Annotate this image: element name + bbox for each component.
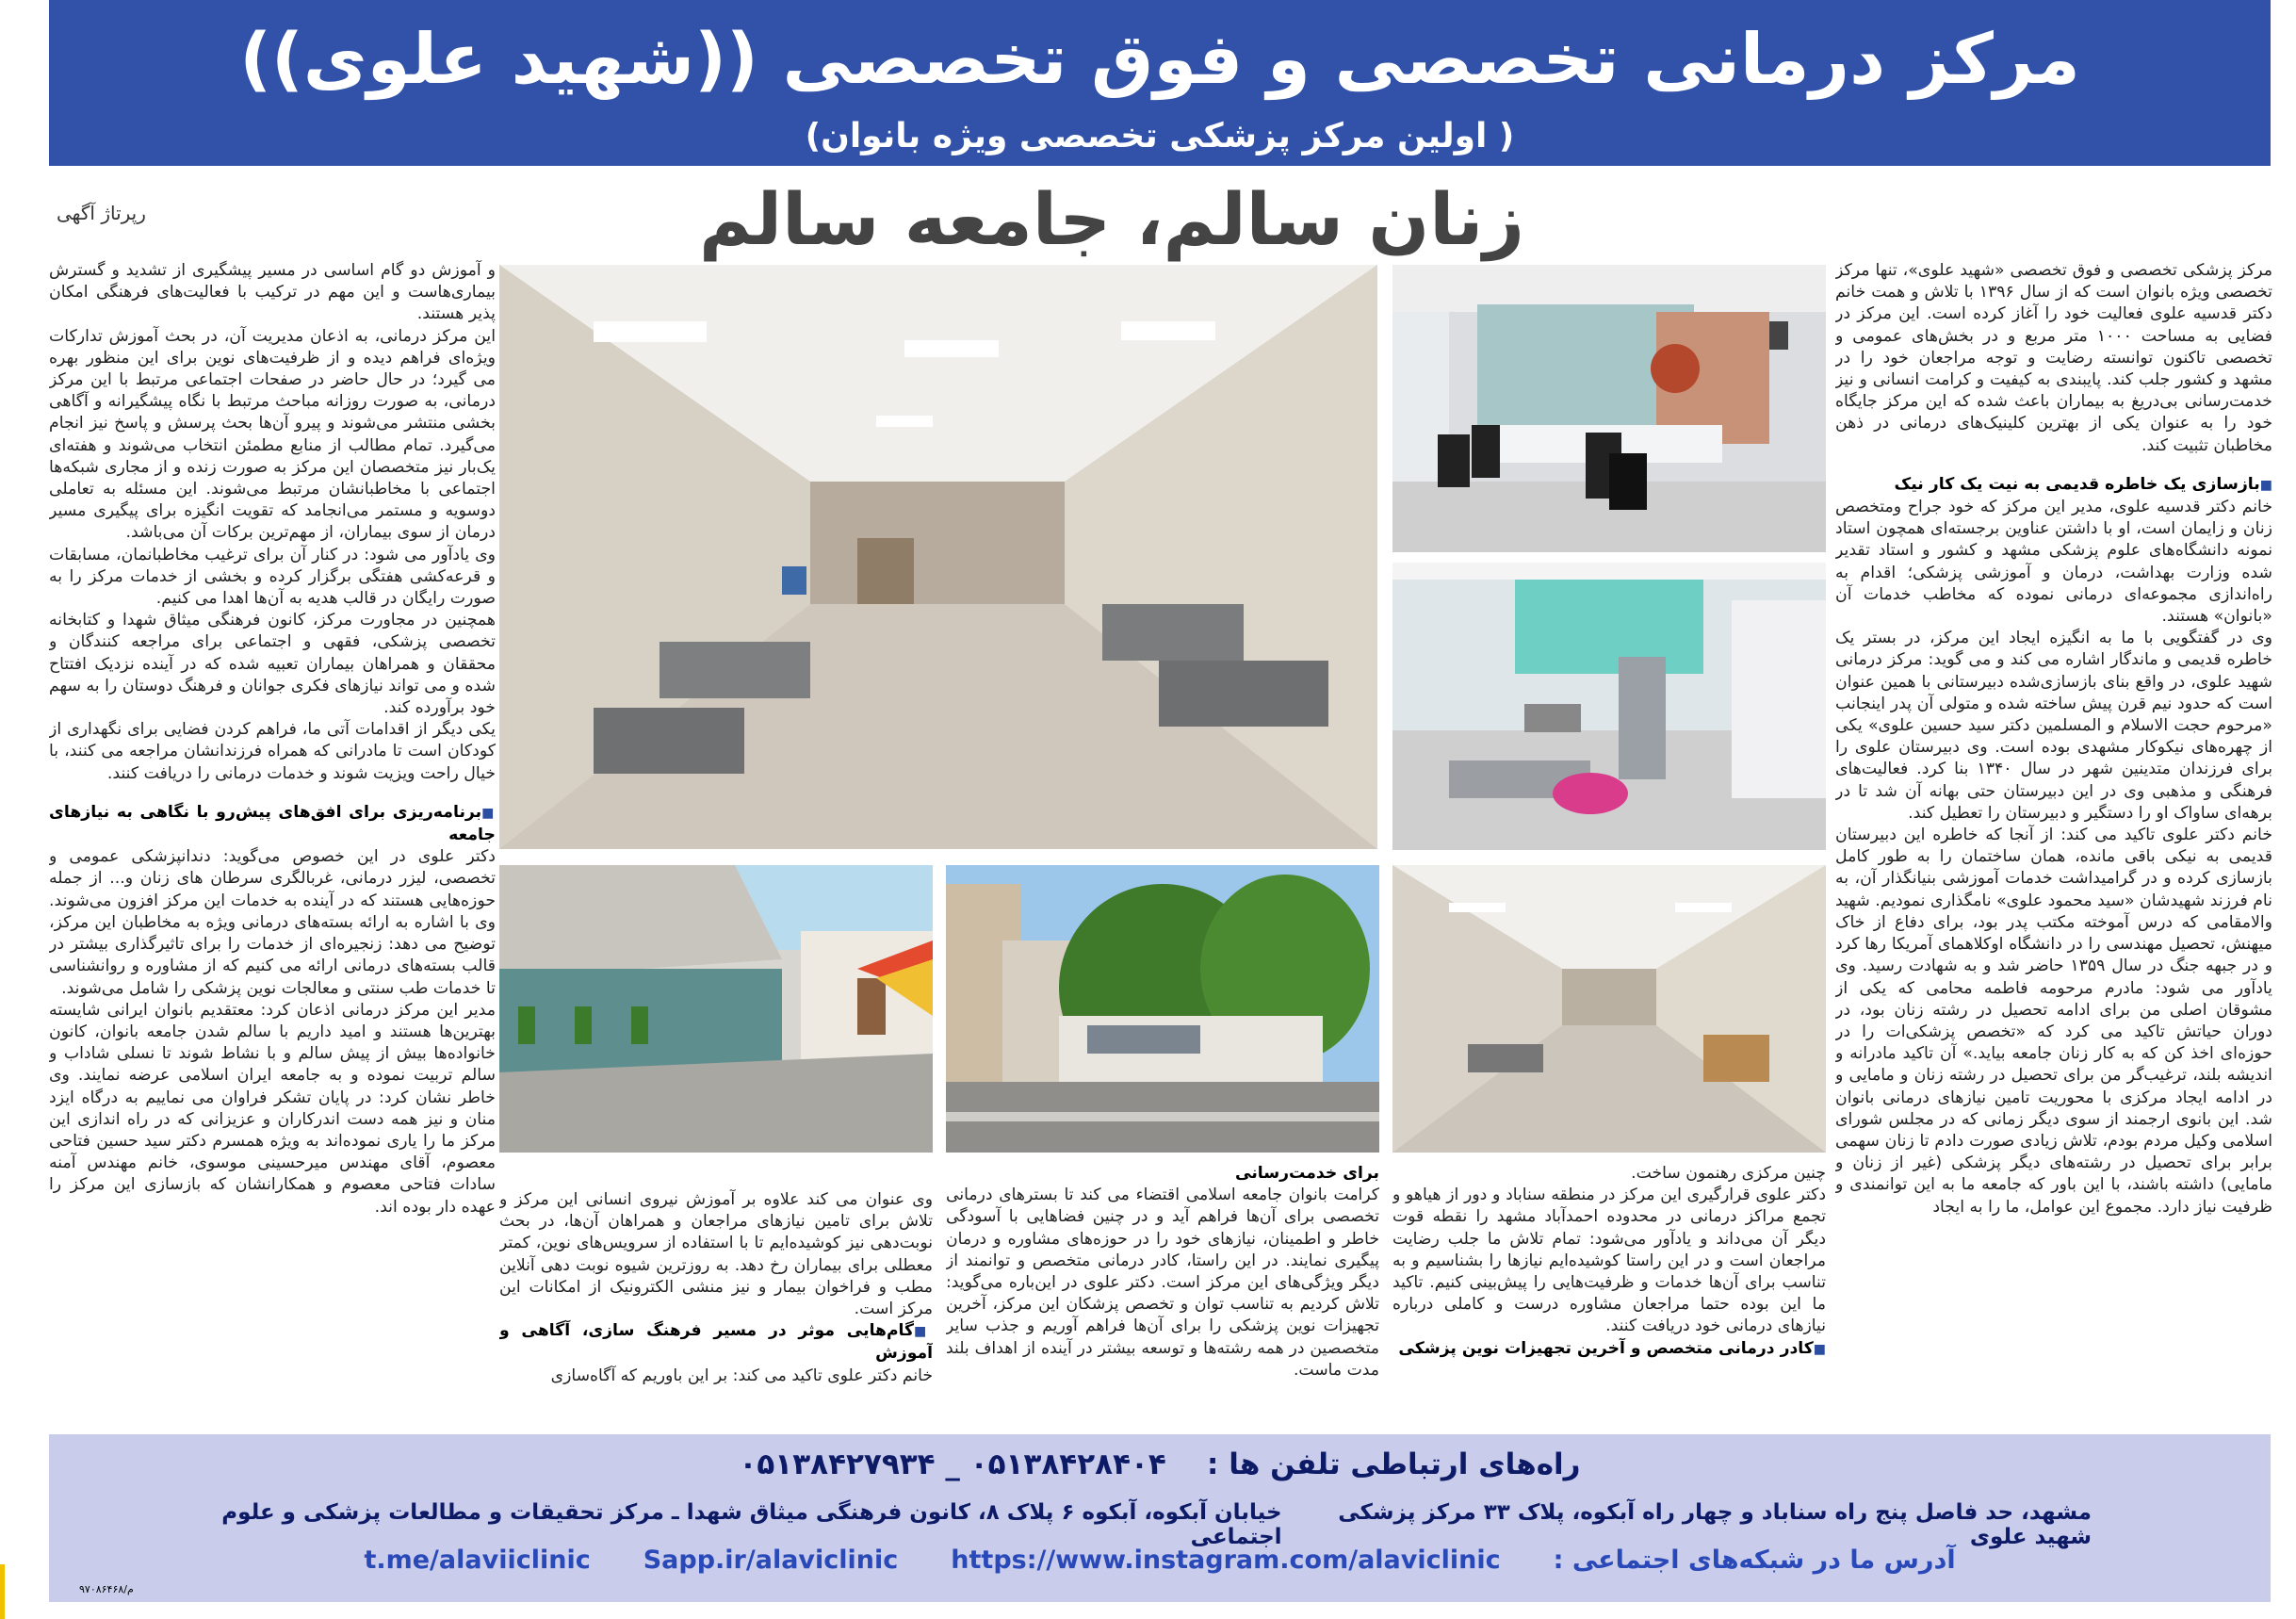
telegram-link[interactable]: t.me/alaviiclinic [364,1545,591,1575]
corridor-large-photo [499,265,1377,849]
instagram-link[interactable]: https://www.instagram.com/alaviclinic [951,1545,1501,1575]
paragraph: دکتر علوی در این خصوص می‌گوید: دندانپزشکی عمومی و تخصصی، لیزر درمانی، غربالگری سرطان های زنان و... از جمله حوزه‌هایی هستند که در آینده به خدمات این مرکز افزون می‌شوند. وی با اشاره به ارائه بسته‌های درمانی ویژه به مخاطبان این مرکز، توضیح می دهد: زنجیره‌ای از خدمات را برای تاثیرگذاری بیشتر در قالب بسته‌های درمانی ارائه می کنیم که از مشاوره و روانشناسی تا خدمات طب سنتی و معالجات نوین پزشکی را شامل می‌شوند. [49,847,496,998]
section-heading: ■ کادر درمانی متخصص و آخرین تجهیزات نوین پزشکی [1392,1338,1826,1361]
paragraph: همچنین در مجاورت مرکز، کانون فرهنگی میثاق شهدا و کتابخانه تخصصی پزشکی، فقهی و اجتماعی برای مراجعه کنندگان و محققان و همراهان بیماران تعبیه شده که در آینده نزدیک افتتاح شده و می تواند نیازهای فکری جوانان و فرهنگ دوستان را به سهم خود برآورده کند. [49,611,496,718]
caption-column-2 [946,1163,1379,1431]
paragraph: وی در گفتگویی با ما به انگیزه ایجاد این مرکز، در بستر یک خاطره قدیمی و ماندگار اشاره می کند و می گوید: مرکز درمانی شهید علوی، در واقع بنای بازسازی‌شده دبیرستانی با همین عنوان است که حدود نیم قرن پیش ساخته شده و متولی آن پدر اینجانب «مرحوم حجت الاسلام و المسلمین دکتر سید حسین علوی» یکی از چهره‌های نیکوکار مشهدی بوده است. وی دبیرستان علوی را برای فرزندان متدینین شهر در سال ۱۳۴۰ بنا کرد. فعالیت‌های فرهنگی و مذهبی وی در این دبیرستان حتی بهانه آن شد تا در برهه‌ای ساواک او را دستگیر و دبیرستان را تعطیل کند. [1835,629,2272,823]
paragraph: وی عنوان می کند علاوه بر آموزش نیروی انسانی این مرکز و تلاش برای تامین نیازهای مراجعان و همراهان آن‌ها، در بحث نوبت‌دهی نیز کوشیده‌ایم تا با استفاده از سرویس‌های نوین، کمتر معطلی برای بیماران رخ دهد. به روزترین شیوه نوبت دهی آنلاین مطب و فراخوان بیمار و نیز منشی الکترونیک از امکانات این مرکز است. [499,1190,933,1319]
corridor-small-photo [1392,865,1826,1153]
address-row [219,1500,2092,1549]
clinic-address: مشهد، حد فاصل پنج راه سناباد و چهار راه آبکوه، پلاک ۳۳ مرکز پزشکی شهید علوی [1338,1500,2092,1549]
courtyard-photo [499,865,933,1153]
social-row [49,1545,2271,1575]
page-edge-mark [0,1564,5,1619]
paragraph: و آموزش دو گام اساسی در مسیر پیشگیری از تشدید و گسترش بیماری‌هاست و این مهم در ترکیب با فعالیت‌های فرهنگی امکان پذیر هستند. [49,261,496,324]
social-label: آدرس ما در شبکه‌های اجتماعی : [1553,1545,1956,1575]
section-heading: برای خدمت‌رسانی [1234,1164,1379,1183]
paragraph: خانم دکتر قدسیه علوی، مدیر این مرکز که خود جراح ومتخصص زنان و زایمان است، او با داشتن عناوین برجسته‌ای همچون استاد نمونه دانشگاه‌های علوم پزشکی مشهد و کشور و استاد تقدیر شده وزارت بهداشت، درمان و آموزشی پزشکی؛ اقدام به راه‌اندازی مجموعه‌ای درمانی نموده که مخاطب خدمات آن «بانوان» هستند. [1835,498,2272,627]
paragraph: دکتر علوی قرارگیری این مرکز در منطقه سناباد و دور از هیاهو و تجمع مراکز درمانی در محدوده احمدآباد مشهد را نقطه قوت دیگر آن می‌داند و یادآور می‌شود: تمام تلاش ما جلب رضایت مراجعان است و در این راستا کوشیده‌ایم نیازها را بشناسیم و به تناسب برای آن‌ها خدمات و ظرفیت‌هایی را پیش‌بینی کنیم. تاکید ما این بوده حتما مراجعان مشاوره درست و کاملی درباره نیازهای درمانی خود دریافت کنند. [1392,1186,1826,1336]
reporter-label: رپرتاژ آگهی [57,202,146,224]
phone-row [49,1447,2271,1481]
paragraph: مدیر این مرکز درمانی اذعان کرد: معتقدیم بانوان ایرانی شایسته بهترین‌ها هستند و امید داریم با سالم شدن جامعه بانوان، کانون خانواده‌ها بیش از پیش سالم و با نشاط شوند تا نسلی شاداب و سالم تربیت نموده و به جامعه ایران اسلامی عرضه نمایند. وی خاطر نشان کرد: در پایان تشکر فراوان می نماییم به درگاه ایزد منان و نیز همه دست اندرکاران و عزیزانی که در راه اندازی این مرکز ما را یاری نموده‌اند به ویژه همسرم دکتر سید حسین فتاحی معصوم، آقای مهندس میرحسینی موسوی، خانم مهندس آمنه سادات فتاحی معصوم و همکارانشان که بازسازی این مرکز را عهده دار بوده اند. [49,1000,496,1217]
paragraph: چنین مرکزی رهنمون ساخت. [1631,1164,1826,1183]
right-text-column [1835,260,2272,1434]
left-text-column [49,260,496,1434]
paragraph: مرکز پزشکی تخصصی و فوق تخصصی «شهید علوی»، تنها مرکز تخصصی ویژه بانوان است که از سال ۱۳۹۶ با تلاش و همت خانم دکتر قدسیه علوی فعالیت خود را آغاز کرده است. این مرکز در فضایی به مساحت ۱۰۰۰ متر مربع و در بخش‌های عمومی و تخصصی تاکنون توانسته رضایت و توجه مراجعان خود را در مشهد و کشور جلب کند. پایبندی به کیفیت و کرامت انسانی و نیز خدمت‌رسانی بی‌دریغ به بیماران باعث شده که این مرکز جایگاه خود را به عنوان یکی از بهترین کلینیک‌های درمانی در ذهن مخاطبان تثبیت کند. [1835,261,2272,455]
paragraph: خانم دکتر علوی تاکید می کند: بر این باوریم که آگاه‌سازی [550,1366,933,1385]
phone-numbers: ۰۵۱۳۸۴۲۸۴۰۴ _ ۰۵۱۳۸۴۲۷۹۳۴ [739,1447,1166,1481]
paragraph: وی یادآور می شود: در کنار آن برای ترغیب مخاطبانمان، مسابقات و قرعه‌کشی هفتگی برگزار کرده و بخشی از خدمات مرکز را به صورت رایگان در قالب هدیه به آن‌ها اهدا می کنیم. [49,545,496,609]
building-exterior-photo [946,865,1379,1153]
article-headline: زنان سالم، جامعه سالم [698,177,1525,261]
contact-footer [49,1434,2271,1602]
caption-column-1 [1392,1163,1826,1431]
caption-column-3 [499,1189,933,1431]
cultural-center-address: خیابان آبکوه، آبکوه ۶ پلاک ۸، کانون فرهنگی میثاق شهدا ـ مرکز تحقیقات و مطالعات پزشکی و علوم اجتماعی [221,1500,1282,1549]
phone-label: راه‌های ارتباطی تلفن ها : [1207,1447,1581,1481]
paragraph: خانم دکتر علوی تاکید می کند: از آنجا که خاطره این دبیرستان قدیمی به نیکی باقی مانده، همان ساختمان را به طور کامل بازسازی کرده و در گرامیداشت خدمات آموزشی بنیانگذار آن، به نام فرزند شهیدشان «سید محمود علوی» نامگذاری نمودیم. شهید والامقامی که درس آموخته مکتب پدر بود، برای دفاع از خاک میهنش، تحصیل مهندسی را در دانشگاه اوکلاهمای آمریکا رها کرد و در جبهه جنگ در سال ۱۳۵۹ حاضر شد و به شهادت رسید. وی یادآور می شود: مادرم مرحومه فاطمه محامی که یکی از مشوقان اصلی من برای ادامه تحصیل در رشته زنان بود، در دوران حیاتش تاکید می کرد که «تخصص پزشکی‌ات را در حوزه‌ای اخذ کن که به کار زنان جامعه بیاید.» آن تاکید مادرانه و اندیشه بلند، ترغیب‌گر من برای تحصیل در رشته زنان و مامایی و در ادامه ایجاد مرکزی با محوریت تامین نیازهای درمانی بانوان شد. این بانوی ارجمند از سوی دیگر زمانی که در مجلس شورای اسلامی وکیل مردم بودم، تلاش زیادی صورت دادم تا زنان سهمی برابر برای تحصیل در رشته‌های دیگر پزشکی (غیر از زنان و مامایی) داشته باشند، با این باور که جامعه ما به این توانمندی و ظرفیت نیاز دارد. مجموع این عوامل، ما را به ایجاد [1835,826,2272,1217]
paragraph: این مرکز درمانی، به اذعان مدیریت آن، در بحث آموزش تدارکات ویژه‌ای فراهم دیده و از ظرفیت‌های نوین برای این منظور بهره می گیرد؛ در حال حاضر در صفحات اجتماعی مرتبط با این مرکز درمانی، به صورت روزانه مباحث مرتبط با نگاه پیشگیرانه و آگاهی بخشی منتشر می‌شوند و پیرو آن‌ها بحث پرسش و پاسخ نیز انجام می‌گیرد. تمام مطالب از منابع مطمئن انتخاب می‌شوند و هفته‌ای یک‌بار نیز متخصصان این مرکز به صورت زنده و از مجاری شبکه‌ها اجتماعی با مخاطبانشان مرتبط می‌شوند. این مسئله به تعاملی دوسویه و مستمر می‌انجامد که تقویت انگیزه برای پیگیری مسیر درمان از سوی بیماران، از مهم‌ترین برکات آن می‌باشد. [49,326,496,543]
sapp-link[interactable]: Sapp.ir/alaviclinic [643,1545,899,1575]
section-heading: ■ برنامه‌ریزی برای افق‌های پیش‌رو با نگاهی به نیازهای جامعه [49,802,496,846]
section-heading: ■ گام‌هایی موثر در مسیر فرهنگ سازی، آگاهی و آموزش [499,1320,933,1365]
treatment-room-photo [1392,563,1826,850]
section-heading: ■ بازسازی یک خاطره قدیمی به نیت یک کار نیک [1835,474,2272,497]
paragraph: یکی دیگر از اقدامات آتی ما، فراهم کردن فضایی برای نگهداری از کودکان است تا مادرانی که همراه فرزندانشان مراجعه می کنند، با خیال راحت ویزیت شوند و خدمات درمانی را دریافت کنند. [49,720,496,783]
page-title: مرکز درمانی تخصصی و فوق تخصصی ((شهید علوی)) [239,19,2080,100]
paragraph: کرامت بانوان جامعه اسلامی اقتضاء می کند تا بسترهای درمانی تخصصی برای آن‌ها فراهم آید و در چنین فضاهایی با آسودگی خاطر و اطمینان، نیازهای خود را در حوزه‌های مشاوره و درمان پیگیری نمایند. در این راستا، کادر درمانی متخصص و توانمند از دیگر ویژگی‌های این مرکز است. دکتر علوی در این‌باره می‌گوید: تلاش کردیم به تناسب توان و تخصص پزشکان این مرکز، آخرین تجهیزات نوین پزشکی را برای آن‌ها فراهم آوریم و جذب سایر متخصصین در همه رشته‌ها و توسعه بیشتر در آینده از اهداف بلند مدت ماست. [946,1186,1379,1380]
ad-code: ۹۷۰۸۶۴۶۸/م [79,1583,134,1595]
office-photo [1392,265,1826,552]
header-banner [49,0,2271,166]
page-subtitle: (اولین مرکز پزشکی تخصصی ویژه بانوان ) [805,117,1515,155]
